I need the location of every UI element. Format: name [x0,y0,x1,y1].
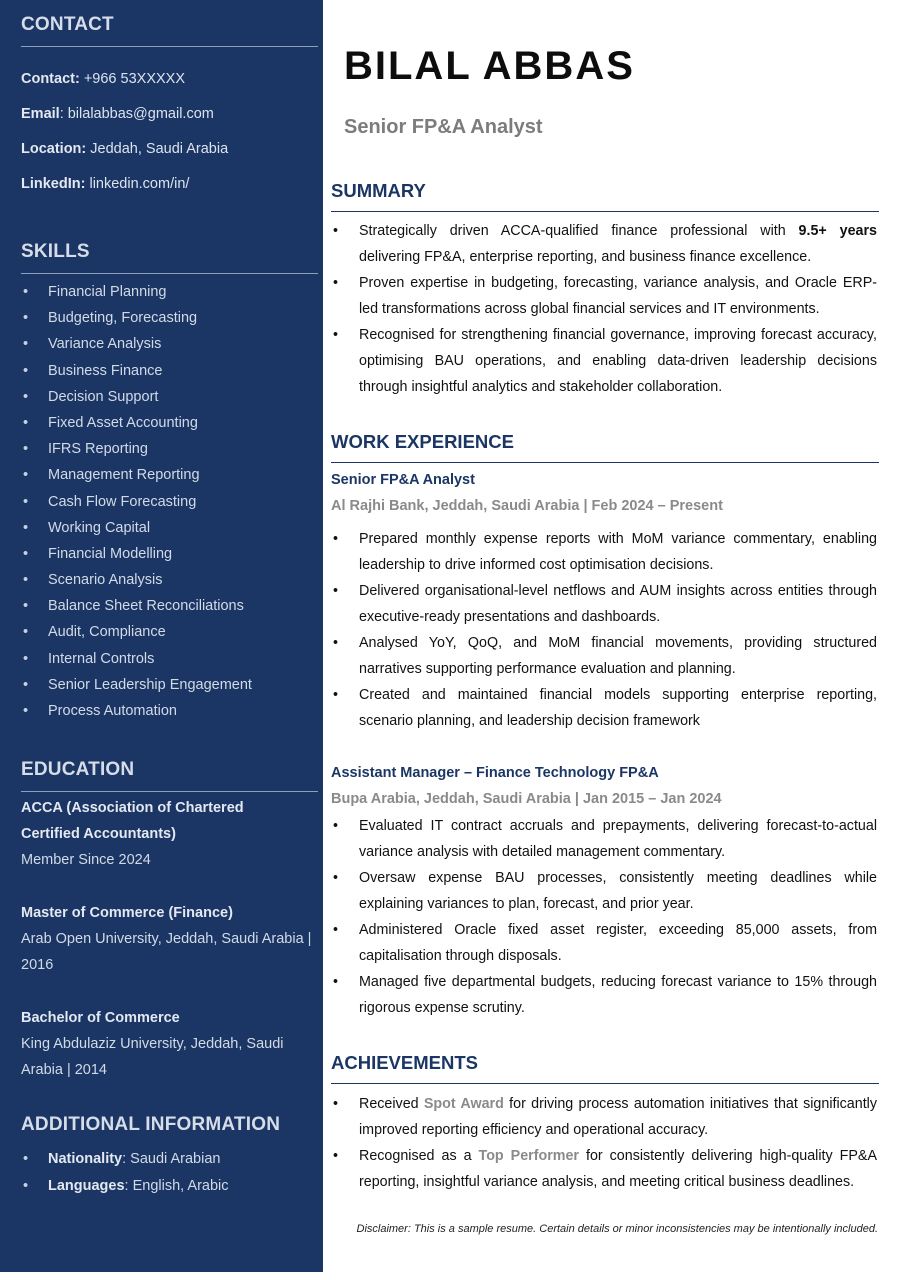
summary-list [331,218,877,400]
skill-item: • Working Capital [21,515,318,541]
education-detail: Member Since 2024 [21,852,151,868]
contact-location-label: Location: [21,141,87,157]
summary-text: Recognised for strengthening financial governance, improving forecast accuracy, optimising BAU operations, and enabling data-driven leadership decisions through insightful analytics and stakeholder collaboration. [359,327,877,395]
job-bullet: • Delivered organisational-level netflows and AUM insights across entities through executive-ready presentations and dashboards. [331,578,877,630]
contact-section [21,14,318,202]
additional-heading: ADDITIONAL INFORMATION [21,1114,281,1135]
education-title: Master of Commerce (Finance) [21,905,233,921]
education-entry [21,795,318,873]
skill-item: • Scenario Analysis [21,567,318,593]
education-detail: Arab Open University, Jeddah, Saudi Arabia | [21,931,312,947]
languages-value: : English, Arabic [124,1178,229,1194]
contact-phone-value: +966 53XXXXX [79,71,186,87]
education-title: ACCA (Association of Chartered [21,800,244,816]
contact-linkedin-value[interactable]: linkedin.com/in/ [85,176,190,192]
sidebar [0,0,323,1272]
contact-location-value: Jeddah, Saudi Arabia [86,141,229,157]
education-detail: King Abdulaziz University, Jeddah, Saudi [21,1036,284,1052]
skills-list [21,279,318,724]
contact-heading: CONTACT [21,14,318,47]
nationality-label: Nationality [48,1151,123,1167]
achievement-text: for driving process automation initiatives that significantly improved reporting efficiency and operational accuracy. [359,1096,878,1138]
job-bullet: • Created and maintained financial models supporting enterprise reporting, scenario planning, and leadership decision framework [331,682,877,734]
achievement-highlight: Spot Award [423,1096,504,1112]
skill-item: • Decision Support [21,384,318,410]
education-section [21,759,318,1083]
job-title: Senior FP&A Analyst [331,472,475,488]
skills-heading: SKILLS [21,241,318,274]
achievement-highlight: Top Performer [478,1148,579,1164]
skill-item: • Financial Modelling [21,541,318,567]
contact-email [21,97,318,132]
education-detail: 2016 [21,957,54,973]
job-meta: Al Rajhi Bank, Jeddah, Saudi Arabia | Feb 2024 – Present [331,498,723,514]
skill-item: • Internal Controls [21,646,318,672]
skill-item: • Balance Sheet Reconciliations [21,593,318,619]
contact-linkedin [21,167,318,202]
nationality-item [21,1146,318,1173]
summary-heading: SUMMARY [331,180,879,212]
job-bullet: • Evaluated IT contract accruals and prepayments, delivering forecast-to-actual variance analysis with detailed management commentary. [331,813,877,865]
skill-item: • Audit, Compliance [21,619,318,645]
skill-item: • Business Finance [21,358,318,384]
summary-text: delivering FP&A, enterprise reporting, and business finance excellence. [359,249,812,265]
job-bullets [331,526,877,734]
disclaimer: Disclaimer: This is a sample resume. Certain details or minor inconsistencies may be intentionally included. [356,1223,878,1235]
summary-item [331,322,877,400]
contact-list [21,62,318,202]
job-bullet: • Analysed YoY, QoQ, and MoM financial movements, providing structured narratives supporting performance evaluation and planning. [331,630,877,682]
summary-emphasis: 9.5+ years [798,223,877,239]
skills-section [21,241,318,724]
languages-item [21,1173,318,1200]
contact-phone-label: Contact: [21,71,80,87]
job-bullet: • Managed five departmental budgets, reducing forecast variance to 15% through rigorous expense scrutiny. [331,969,877,1021]
contact-phone [21,62,318,97]
summary-item [331,218,877,270]
education-title: Certified Accountants) [21,826,176,842]
education-detail: Arabia | 2014 [21,1062,107,1078]
achievement-item [331,1091,877,1143]
additional-list [21,1146,318,1200]
achievement-text: Recognised as a [359,1148,479,1164]
achievement-item [331,1143,877,1195]
job-bullet: • Prepared monthly expense reports with MoM variance commentary, enabling leadership to drive informed cost optimisation decisions. [331,526,877,578]
skill-item: • Fixed Asset Accounting [21,410,318,436]
job-bullet: • Oversaw expense BAU processes, consistently meeting deadlines while explaining variances to plan, forecast, and prior year. [331,865,877,917]
skill-item: • IFRS Reporting [21,436,318,462]
education-entry [21,900,318,978]
achievement-text: Received [359,1096,424,1112]
skill-item: • Management Reporting [21,462,318,488]
contact-email-label: Email [21,106,60,122]
additional-section [21,1114,318,1200]
nationality-value: : Saudi Arabian [122,1151,221,1167]
languages-label: Languages [48,1178,125,1194]
skill-item: • Senior Leadership Engagement [21,672,318,698]
contact-linkedin-label: LinkedIn: [21,176,86,192]
summary-text: Strategically driven ACCA-qualified finance professional with [359,223,799,239]
job-title: Assistant Manager – Finance Technology FP&A [331,765,659,781]
skill-item: • Cash Flow Forecasting [21,489,318,515]
education-entry [21,1005,318,1083]
achievements-list [331,1091,877,1195]
skill-item: • Budgeting, Forecasting [21,305,318,331]
contact-email-value[interactable]: : bilalabbas@gmail.com [59,106,214,122]
summary-item [331,270,877,322]
achievements-heading: ACHIEVEMENTS [331,1052,879,1084]
skill-item: • Variance Analysis [21,331,318,357]
contact-location [21,132,318,167]
summary-text: Proven expertise in budgeting, forecasting, variance analysis, and Oracle ERP-led transformations across global financial services and IT environments. [359,275,877,317]
experience-heading: WORK EXPERIENCE [331,431,879,463]
education-title: Bachelor of Commerce [21,1010,180,1026]
job-bullet: • Administered Oracle fixed asset register, exceeding 85,000 assets, from capitalisation through disposals. [331,917,877,969]
education-heading: EDUCATION [21,759,318,792]
candidate-role: Senior FP&A Analyst [344,116,543,138]
job-bullets [331,813,877,1021]
skill-item: • Financial Planning [21,279,318,305]
achievement-text: for consistently delivering high-quality FP&A reporting, insightful variance analysis, and meeting critical business deadlines. [359,1148,877,1190]
candidate-name: BILAL ABBAS [344,44,635,88]
job-meta: Bupa Arabia, Jeddah, Saudi Arabia | Jan 2015 – Jan 2024 [331,791,722,807]
skill-item: • Process Automation [21,698,318,724]
